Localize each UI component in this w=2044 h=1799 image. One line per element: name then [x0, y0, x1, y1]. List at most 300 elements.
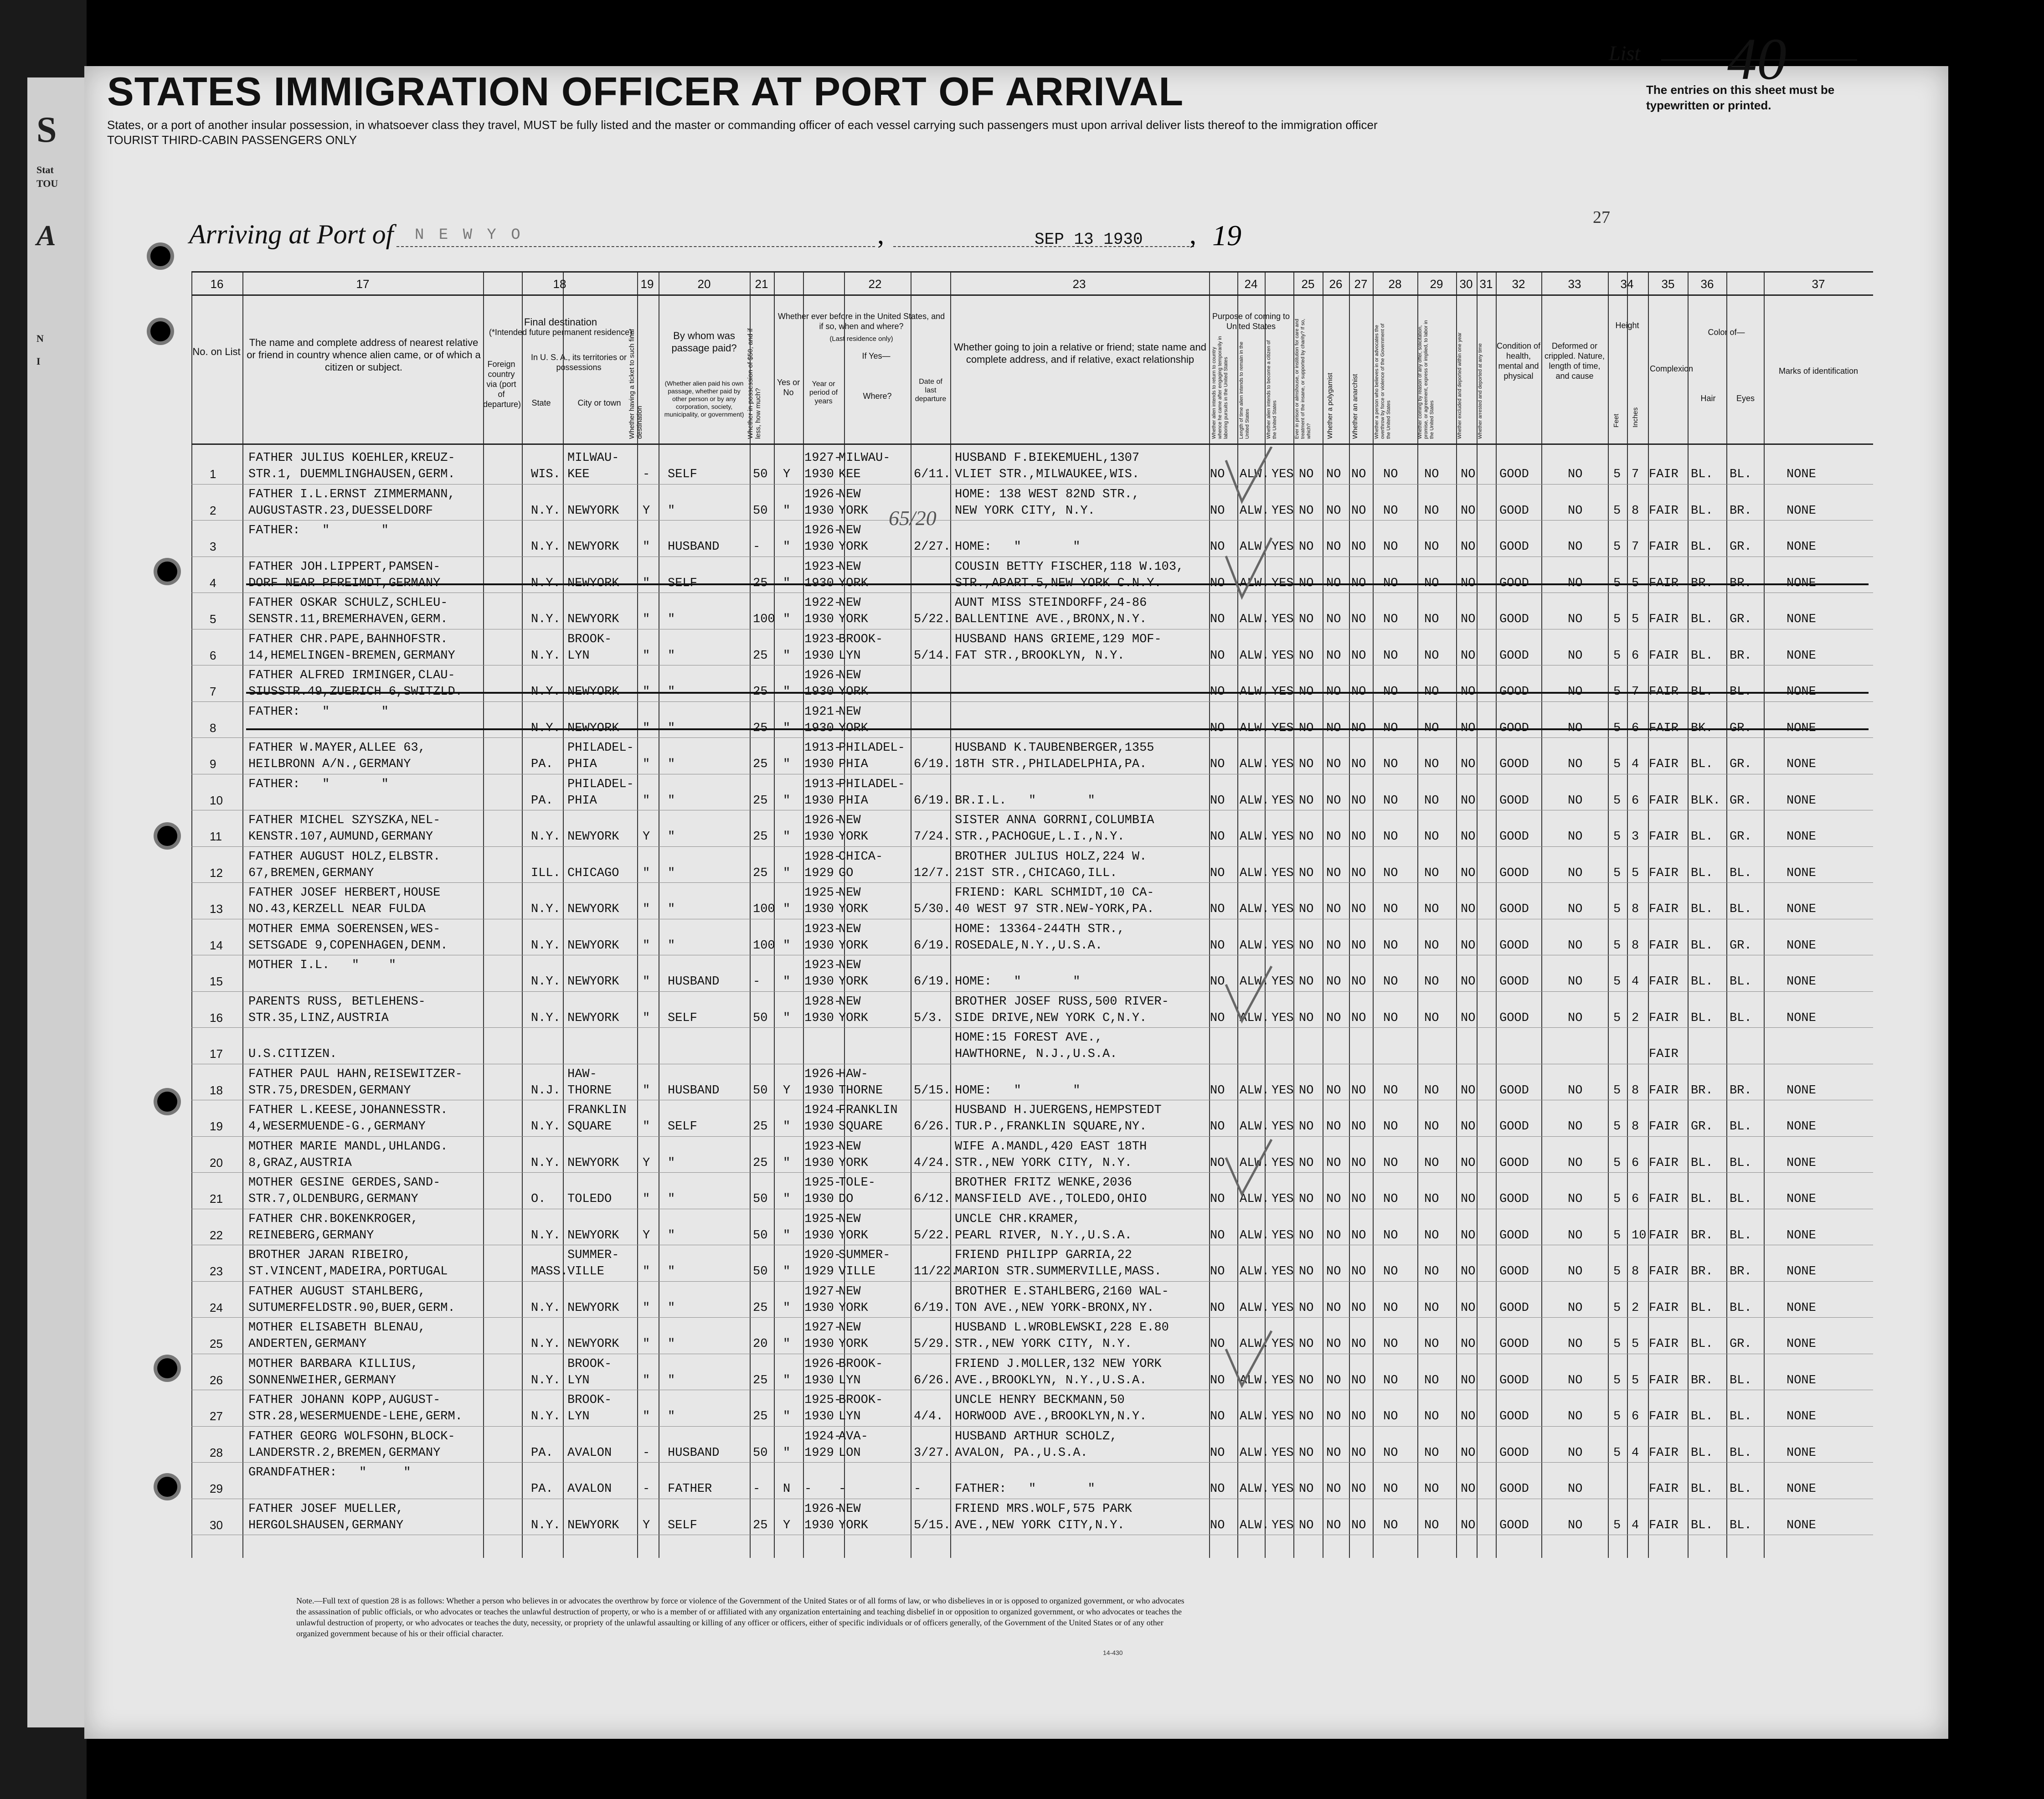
- cell-c29: NO: [1424, 613, 1439, 626]
- cell-c25: NO: [1299, 1482, 1314, 1496]
- cell-rel1: FATHER GEORG WOLFSOHN,BLOCK-: [248, 1429, 455, 1443]
- cell-c30: NO: [1461, 468, 1476, 481]
- cell-date: 5/14.: [914, 649, 951, 663]
- cell-c28: NO: [1383, 576, 1398, 590]
- cell-eyes: BL.: [1730, 685, 1752, 699]
- cell-health: GOOD: [1499, 685, 1529, 699]
- cell-feet: 5: [1613, 1120, 1621, 1134]
- cell-c30: NO: [1461, 504, 1476, 518]
- cell-c26: NO: [1326, 866, 1341, 880]
- cell-rel2: STR.35,LINZ,AUSTRIA: [248, 1011, 389, 1025]
- cell-year1: 1926-: [804, 1067, 842, 1081]
- cell-inches: 2: [1632, 1301, 1639, 1315]
- cell-health: GOOD: [1499, 1337, 1529, 1351]
- cell-inches: 7: [1632, 540, 1639, 554]
- cell-join2: 18TH STR.,PHILADELPHIA,PA.: [955, 758, 1147, 771]
- cell-deform: NO: [1568, 649, 1583, 663]
- cell-p1: NO: [1210, 794, 1225, 808]
- header-anarchist: Whether an anarchist: [1351, 374, 1359, 439]
- cell-join2: NEW YORK CITY, N.Y.: [955, 504, 1095, 518]
- cell-c25: NO: [1299, 938, 1314, 953]
- cell-c30: NO: [1461, 866, 1476, 880]
- cell-marks: NONE: [1787, 613, 1816, 626]
- cell-year2: 1930: [804, 613, 834, 626]
- cell-p1: NO: [1210, 721, 1225, 735]
- cell-compl: FAIR: [1649, 1265, 1678, 1278]
- cell-c26: NO: [1326, 1192, 1341, 1206]
- row-number: 20: [210, 1155, 223, 1170]
- cell-year1: 1925-: [804, 1393, 842, 1407]
- cell-c28: NO: [1383, 866, 1398, 880]
- header-excluded: Whether excluded and deported within one year: [1457, 332, 1462, 439]
- cell-c30: NO: [1461, 1120, 1476, 1134]
- cell-c27: NO: [1351, 758, 1366, 771]
- cell-deform: NO: [1568, 1337, 1583, 1351]
- row-number: 4: [210, 576, 216, 590]
- cell-deform: NO: [1568, 1156, 1583, 1170]
- cell-c26: NO: [1326, 830, 1341, 844]
- cell-date: 6/19.: [914, 794, 951, 808]
- cell-where1: BROOK-: [839, 1357, 883, 1371]
- cell-deform: NO: [1568, 902, 1583, 916]
- header-final-destination: Final destination: [524, 316, 597, 328]
- cell-compl: FAIR: [1649, 576, 1678, 590]
- cell-c25: NO: [1299, 613, 1314, 626]
- cell-p2: ALW.: [1240, 576, 1269, 590]
- cell-state: PA.: [531, 1446, 553, 1460]
- strike-through-line: [246, 583, 1869, 585]
- cell-eyes: GR.: [1730, 540, 1752, 554]
- cell-join1: HOME: 138 WEST 82ND STR.,: [955, 487, 1140, 501]
- cell-year1: 1928-: [804, 995, 842, 1009]
- cell-c25: NO: [1299, 794, 1314, 808]
- cell-c29: NO: [1424, 975, 1439, 989]
- cell-marks: NONE: [1787, 758, 1816, 771]
- column-number: 17: [356, 277, 370, 291]
- cell-feet: 5: [1613, 1192, 1621, 1206]
- binder-hole: [150, 321, 170, 341]
- cell-city2: NEWYORK: [567, 830, 619, 844]
- cell-deform: NO: [1568, 613, 1583, 626]
- cell-c26: NO: [1326, 649, 1341, 663]
- cell-where2: YORK: [839, 1156, 868, 1170]
- cell-hair: BL.: [1691, 975, 1713, 989]
- cell-c26: NO: [1326, 975, 1341, 989]
- cell-c27: NO: [1351, 1265, 1366, 1278]
- cell-c29: NO: [1424, 1011, 1439, 1025]
- cell-c30: NO: [1461, 1228, 1476, 1242]
- header-where: Where?: [863, 392, 892, 401]
- cell-ticket: ": [643, 1083, 650, 1098]
- cell-where1: NEW: [839, 995, 861, 1009]
- cell-city2: KEE: [567, 468, 590, 481]
- cell-join2: MARION STR.SUMMERVILLE,MASS.: [955, 1265, 1162, 1278]
- cell-city1: PHILADEL-: [567, 741, 634, 755]
- cell-eyes: BL.: [1730, 468, 1752, 481]
- column-number: 25: [1301, 277, 1315, 291]
- cell-feet: 5: [1613, 866, 1621, 880]
- cell-health: GOOD: [1499, 613, 1529, 626]
- cell-ticket: ": [643, 613, 650, 626]
- cell-state: N.Y.: [531, 1228, 561, 1242]
- header-feet: Feet: [1612, 413, 1620, 428]
- cell-city2: NEWYORK: [567, 1156, 619, 1170]
- cell-compl: FAIR: [1649, 866, 1678, 880]
- cell-feet: 5: [1613, 938, 1621, 953]
- cell-c27: NO: [1351, 1192, 1366, 1206]
- header-color: Color of—: [1708, 328, 1745, 337]
- cell-join1: COUSIN BETTY FISCHER,118 W.103,: [955, 560, 1184, 574]
- cell-c26: NO: [1326, 576, 1341, 590]
- cell-inches: 6: [1632, 1192, 1639, 1206]
- cell-c25: NO: [1299, 1011, 1314, 1025]
- cell-year1: 1924-: [804, 1103, 842, 1117]
- cell-year1: 1913-: [804, 777, 842, 791]
- cell-yn: ": [783, 613, 791, 626]
- cell-hair: BR.: [1691, 1228, 1713, 1242]
- cell-p3: YES: [1272, 685, 1294, 699]
- cell-state: N.Y.: [531, 613, 561, 626]
- cell-compl: FAIR: [1649, 902, 1678, 916]
- cell-feet: 5: [1613, 1446, 1621, 1460]
- cell-feet: 5: [1613, 1265, 1621, 1278]
- cell-rel1: FATHER AUGUST STAHLBERG,: [248, 1284, 426, 1299]
- cell-c25: NO: [1299, 1373, 1314, 1387]
- header-foreign-country: Foreign country via (port of departure): [483, 360, 521, 409]
- cell-eyes: BR.: [1730, 1083, 1752, 1098]
- cell-c26: NO: [1326, 1228, 1341, 1242]
- cell-p2: ALW.: [1240, 1192, 1269, 1206]
- form-title: STATES IMMIGRATION OFFICER AT PORT OF ARRIVAL: [107, 69, 1184, 114]
- cell-eyes: BL.: [1730, 1011, 1752, 1025]
- cell-p1: NO: [1210, 1410, 1225, 1423]
- cell-c26: NO: [1326, 1120, 1341, 1134]
- cell-state: PA.: [531, 1482, 553, 1496]
- cell-ticket: ": [643, 938, 650, 953]
- cell-health: GOOD: [1499, 1156, 1529, 1170]
- cell-feet: 5: [1613, 1337, 1621, 1351]
- header-list-no: No. on List: [192, 346, 241, 357]
- cell-city2: CHICAGO: [567, 866, 619, 880]
- cell-rel2: U.S.CITIZEN.: [248, 1047, 337, 1061]
- cell-inches: 8: [1632, 938, 1639, 953]
- cell-marks: NONE: [1787, 1156, 1816, 1170]
- cell-where1: SUMMER-: [839, 1248, 891, 1262]
- port-value: N E W Y O: [415, 227, 523, 244]
- cell-inches: 8: [1632, 1265, 1639, 1278]
- cell-rel2: 4,WESERMUENDE-G.,GERMANY: [248, 1120, 426, 1134]
- cell-compl: FAIR: [1649, 1083, 1678, 1098]
- cell-c28: NO: [1383, 1083, 1398, 1098]
- cell-feet: 5: [1613, 975, 1621, 989]
- row-number: 28: [210, 1445, 223, 1459]
- cell-state: WIS.: [531, 468, 561, 481]
- cell-c27: NO: [1351, 866, 1366, 880]
- cell-c29: NO: [1424, 902, 1439, 916]
- passenger-row: [191, 1463, 1873, 1499]
- cell-year1: 1926-: [804, 1357, 842, 1371]
- cell-p1: NO: [1210, 1482, 1225, 1496]
- cell-ticket: ": [643, 1120, 650, 1134]
- cell-compl: FAIR: [1649, 1373, 1678, 1387]
- cell-c28: NO: [1383, 1192, 1398, 1206]
- cell-city2: NEWYORK: [567, 540, 619, 554]
- cell-where2: -: [839, 1482, 846, 1496]
- cell-rel2: NO.43,KERZELL NEAR FULDA: [248, 902, 426, 916]
- cell-c30: NO: [1461, 721, 1476, 735]
- cell-p3: YES: [1272, 721, 1294, 735]
- column-number: 16: [210, 277, 224, 291]
- cell-p1: NO: [1210, 758, 1225, 771]
- cell-ticket: ": [643, 1011, 650, 1025]
- cell-c29: NO: [1424, 540, 1439, 554]
- cell-year2: 1930: [804, 938, 834, 953]
- cell-p2: ALW.: [1240, 1156, 1269, 1170]
- cell-c28: NO: [1383, 938, 1398, 953]
- cell-date: 6/19.: [914, 975, 951, 989]
- cell-feet: 5: [1613, 902, 1621, 916]
- cell-where1: BROOK-: [839, 632, 883, 646]
- header-marks: Marks of identification: [1778, 366, 1859, 376]
- cell-c28: NO: [1383, 1301, 1398, 1315]
- cell-paid: SELF: [668, 1518, 697, 1532]
- cell-p3: YES: [1272, 1120, 1294, 1134]
- cell-eyes: BL.: [1730, 1373, 1752, 1387]
- row-number: 22: [210, 1228, 223, 1242]
- cell-p1: NO: [1210, 1156, 1225, 1170]
- column-number: 22: [868, 277, 882, 291]
- passenger-row: [191, 1354, 1873, 1390]
- cell-c30: NO: [1461, 1373, 1476, 1387]
- passenger-row: [191, 1427, 1873, 1463]
- cell-state: N.Y.: [531, 1373, 561, 1387]
- cell-c28: NO: [1383, 830, 1398, 844]
- cell-eyes: BL.: [1730, 1228, 1752, 1242]
- cell-where2: THORNE: [839, 1083, 883, 1098]
- cell-feet: 5: [1613, 540, 1621, 554]
- cell-feet: 5: [1613, 1301, 1621, 1315]
- cell-yn: ": [783, 975, 791, 989]
- cell-p2: ALW.: [1240, 685, 1269, 699]
- cell-c25: NO: [1299, 830, 1314, 844]
- passenger-row: [191, 1064, 1873, 1100]
- cell-paid: ": [668, 794, 675, 808]
- cell-c28: NO: [1383, 1265, 1398, 1278]
- cell-p3: YES: [1272, 613, 1294, 626]
- prev-page-fragment: A: [36, 219, 56, 252]
- cell-year1: 1913-: [804, 741, 842, 755]
- header-rule: [191, 294, 1873, 296]
- cell-c28: NO: [1383, 1337, 1398, 1351]
- cell-ticket: ": [643, 902, 650, 916]
- cell-join1: HUSBAND ARTHUR SCHOLZ,: [955, 1429, 1117, 1443]
- row-number: 30: [210, 1518, 223, 1532]
- cell-where2: YORK: [839, 902, 868, 916]
- cell-p3: YES: [1272, 1083, 1294, 1098]
- cell-p3: YES: [1272, 1482, 1294, 1496]
- cell-compl: FAIR: [1649, 1120, 1678, 1134]
- cell-c27: NO: [1351, 1120, 1366, 1134]
- cell-p3: YES: [1272, 1265, 1294, 1278]
- cell-rel1: FATHER ALFRED IRMINGER,CLAU-: [248, 669, 455, 682]
- cell-join1: HOME: 13364-244TH STR.,: [955, 922, 1125, 936]
- cell-join1: BROTHER FRITZ WENKE,2036: [955, 1176, 1132, 1190]
- cell-compl: FAIR: [1649, 1011, 1678, 1025]
- cell-rel1: FATHER: " ": [248, 524, 389, 537]
- cell-c30: NO: [1461, 758, 1476, 771]
- cell-city1: BROOK-: [567, 632, 612, 646]
- cell-year1: 1924-: [804, 1429, 842, 1443]
- cell-paid: ": [668, 1410, 675, 1423]
- header-height: Height: [1615, 321, 1639, 330]
- cell-where2: YORK: [839, 504, 868, 518]
- cell-money: 100: [753, 613, 775, 626]
- cell-where2: LYN: [839, 1373, 861, 1387]
- cell-year2: 1930: [804, 504, 834, 518]
- column-number: 27: [1354, 277, 1368, 291]
- cell-hair: BR.: [1691, 1083, 1713, 1098]
- cell-p2: ALW.: [1240, 649, 1269, 663]
- cell-inches: 4: [1632, 1518, 1639, 1532]
- cell-c27: NO: [1351, 468, 1366, 481]
- cell-yn: ": [783, 1192, 791, 1206]
- cell-paid: ": [668, 902, 675, 916]
- cell-money: 25: [753, 758, 768, 771]
- cell-p3: YES: [1272, 1337, 1294, 1351]
- cell-rel1: FATHER JOHANN KOPP,AUGUST-: [248, 1393, 441, 1407]
- cell-health: GOOD: [1499, 468, 1529, 481]
- cell-money: 100: [753, 902, 775, 916]
- cell-p1: NO: [1210, 685, 1225, 699]
- cell-compl: FAIR: [1649, 1410, 1678, 1423]
- cell-yn: ": [783, 1373, 791, 1387]
- cell-p2: ALW.: [1240, 468, 1269, 481]
- cell-c27: NO: [1351, 685, 1366, 699]
- cell-eyes: BL.: [1730, 1446, 1752, 1460]
- cell-state: N.Y.: [531, 975, 561, 989]
- cell-date: 5/30.: [914, 902, 951, 916]
- header-deported: Whether arrested and deported at any time: [1478, 343, 1483, 439]
- cell-join1: FRIEND J.MOLLER,132 NEW YORK: [955, 1357, 1162, 1371]
- column-number: 28: [1388, 277, 1402, 291]
- cell-p1: NO: [1210, 613, 1225, 626]
- cell-feet: 5: [1613, 1410, 1621, 1423]
- cell-rel1: MOTHER ELISABETH BLENAU,: [248, 1321, 426, 1335]
- cell-inches: 4: [1632, 1446, 1639, 1460]
- cell-state: N.Y.: [531, 721, 561, 735]
- cell-hair: BL.: [1691, 1446, 1713, 1460]
- cell-where2: LYN: [839, 649, 861, 663]
- cell-city2: PHIA: [567, 794, 597, 808]
- cell-inches: 4: [1632, 975, 1639, 989]
- cell-marks: NONE: [1787, 1011, 1816, 1025]
- cell-join2: STR.,NEW YORK CITY, N.Y.: [955, 1337, 1132, 1351]
- cell-money: 50: [753, 1265, 768, 1278]
- row-number: 24: [210, 1300, 223, 1314]
- cell-deform: NO: [1568, 758, 1583, 771]
- cell-city2: NEWYORK: [567, 975, 619, 989]
- cell-p3: YES: [1272, 1410, 1294, 1423]
- cell-marks: NONE: [1787, 1518, 1816, 1532]
- stamp-number: 27: [1593, 208, 1610, 227]
- cell-city1: MILWAU-: [567, 451, 619, 465]
- passenger-row: [191, 847, 1873, 883]
- cell-inches: 2: [1632, 1011, 1639, 1025]
- cell-where2: KEE: [839, 468, 861, 481]
- cell-rel2: ST.VINCENT,MADEIRA,PORTUGAL: [248, 1265, 448, 1278]
- cell-inches: 4: [1632, 758, 1639, 771]
- cell-date: 5/22.: [914, 1228, 951, 1242]
- cell-p3: YES: [1272, 576, 1294, 590]
- cell-where2: YORK: [839, 830, 868, 844]
- cell-where2: YORK: [839, 1518, 868, 1532]
- strike-through-line: [246, 728, 1869, 730]
- cell-year1: 1925-: [804, 1212, 842, 1226]
- passenger-row: [191, 919, 1873, 955]
- passenger-row: [191, 992, 1873, 1028]
- cell-c26: NO: [1326, 1301, 1341, 1315]
- cell-c26: NO: [1326, 468, 1341, 481]
- cell-year2: 1930: [804, 1192, 834, 1206]
- cell-where1: NEW: [839, 596, 861, 610]
- cell-eyes: BR.: [1730, 649, 1752, 663]
- cell-join1: HUSBAND HANS GRIEME,129 MOF-: [955, 632, 1162, 646]
- cell-city2: NEWYORK: [567, 576, 619, 590]
- passenger-row: [191, 665, 1873, 701]
- header-city: City or town: [577, 398, 621, 407]
- cell-compl: FAIR: [1649, 685, 1678, 699]
- cell-ticket: ": [643, 1337, 650, 1351]
- cell-c28: NO: [1383, 1518, 1398, 1532]
- passenger-row: [191, 702, 1873, 738]
- cell-year2: 1929: [804, 866, 834, 880]
- cell-deform: NO: [1568, 1265, 1583, 1278]
- cell-where1: NEW: [839, 1212, 861, 1226]
- form-instructions: States, or a port of another insular possession, in whatsoever class they travel, MUST be fully listed and the master or commanding officer of each vessel carrying such passengers must upon arrival deliver lists thereof to the immigration officer: [107, 118, 1378, 132]
- cell-hair: BL.: [1691, 504, 1713, 518]
- cell-feet: 5: [1613, 504, 1621, 518]
- cell-where2: LON: [839, 1446, 861, 1460]
- cell-p2: ALW.: [1240, 1446, 1269, 1460]
- cell-compl: FAIR: [1649, 468, 1678, 481]
- cell-where2: YORK: [839, 721, 868, 735]
- cell-c25: NO: [1299, 758, 1314, 771]
- cell-join1: BROTHER JOSEF RUSS,500 RIVER-: [955, 995, 1169, 1009]
- cell-health: GOOD: [1499, 721, 1529, 735]
- cell-state: N.Y.: [531, 1011, 561, 1025]
- cell-p1: NO: [1210, 504, 1225, 518]
- cell-yn: ": [783, 902, 791, 916]
- cell-health: GOOD: [1499, 540, 1529, 554]
- cell-compl: FAIR: [1649, 1228, 1678, 1242]
- cell-p2: ALW.: [1240, 1373, 1269, 1387]
- cell-c28: NO: [1383, 1446, 1398, 1460]
- cell-year2: 1930: [804, 1011, 834, 1025]
- cell-c25: NO: [1299, 975, 1314, 989]
- cell-join2: VLIET STR.,MILWAUKEE,WIS.: [955, 468, 1140, 481]
- cell-c26: NO: [1326, 540, 1341, 554]
- row-number: 10: [210, 793, 223, 807]
- comma: ,: [1189, 219, 1196, 249]
- passenger-row: [191, 955, 1873, 991]
- cell-money: 25: [753, 1518, 768, 1532]
- cell-health: GOOD: [1499, 1301, 1529, 1315]
- cell-ticket: Y: [643, 504, 650, 518]
- cell-marks: NONE: [1787, 576, 1816, 590]
- header-year: Year or period of years: [809, 380, 838, 405]
- cell-p3: YES: [1272, 866, 1294, 880]
- cell-paid: ": [668, 504, 675, 518]
